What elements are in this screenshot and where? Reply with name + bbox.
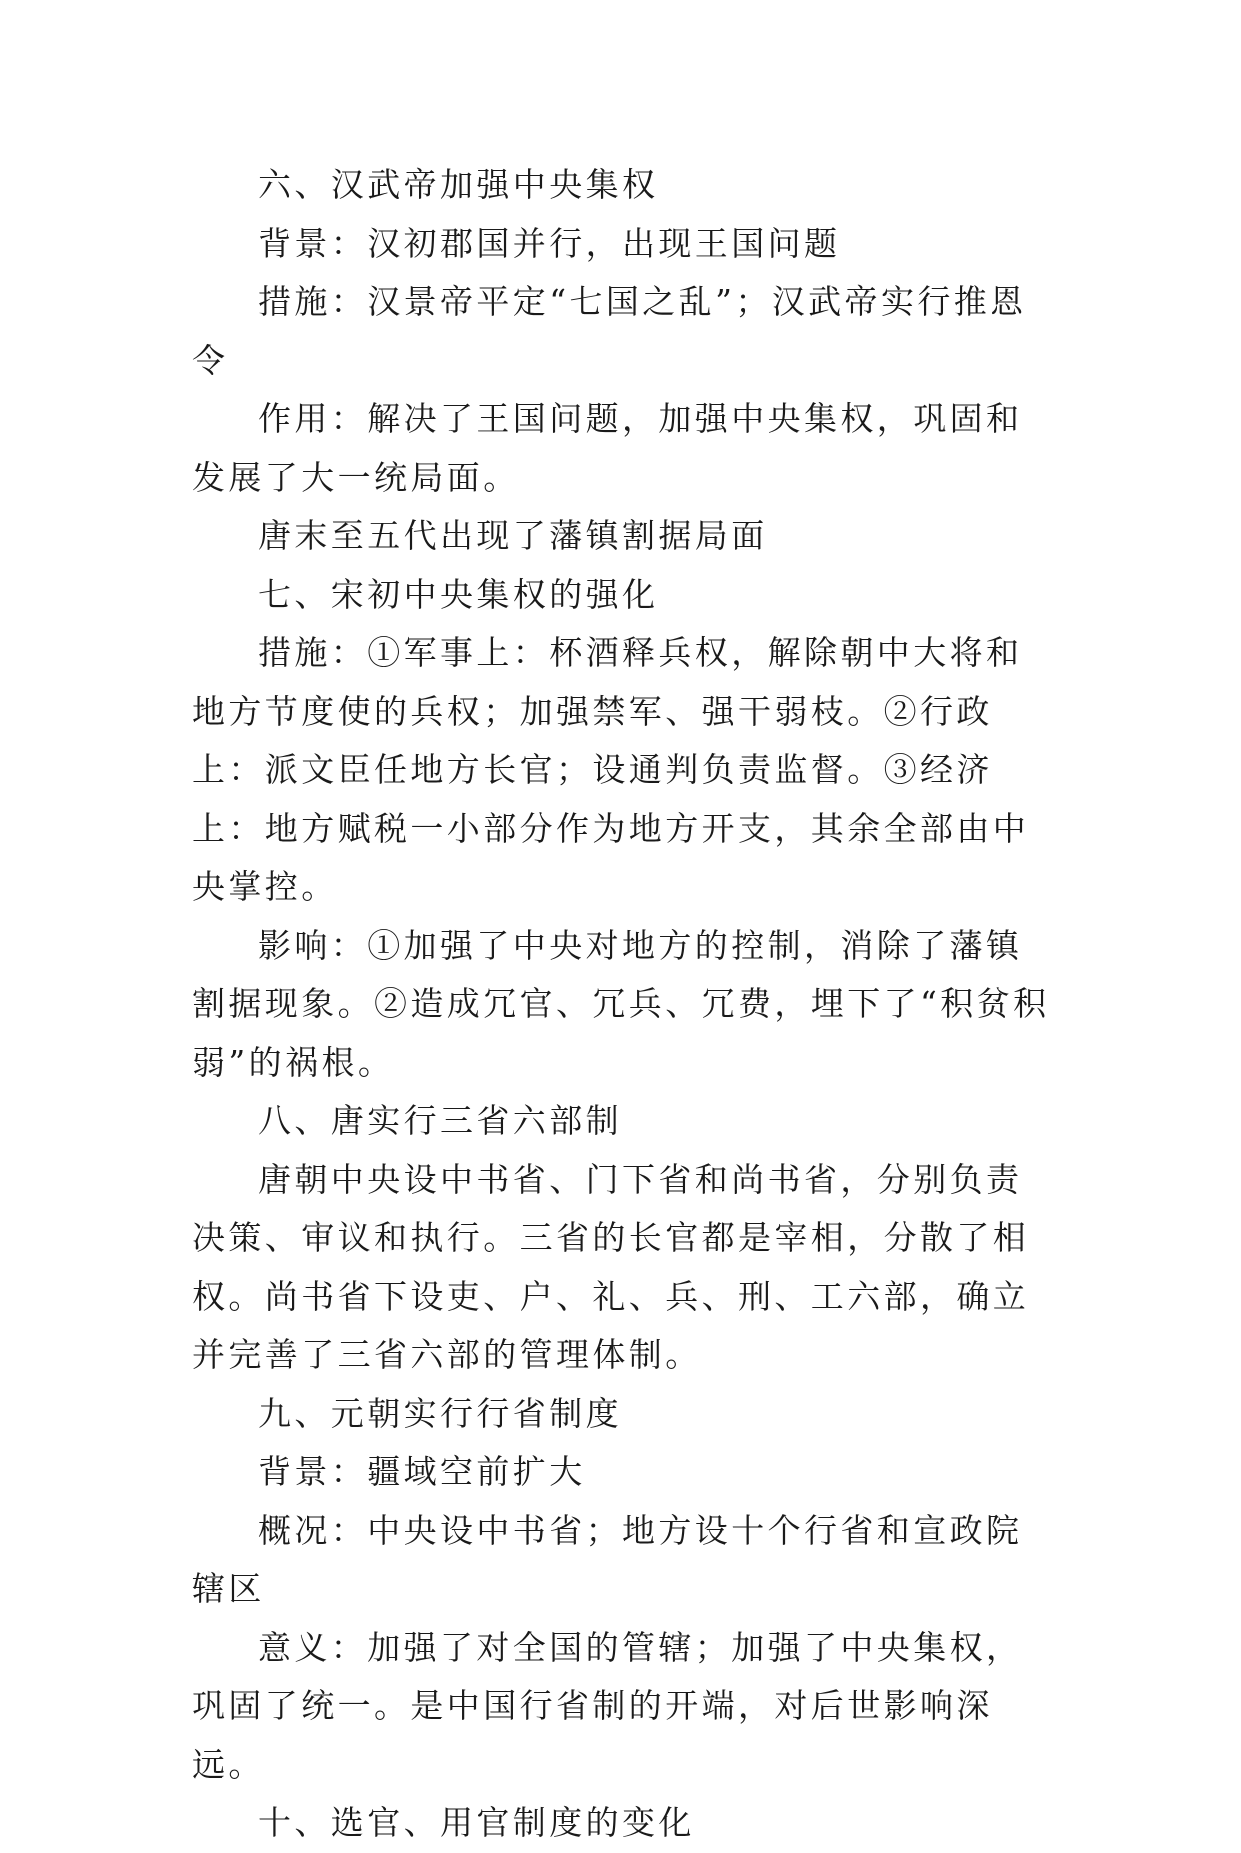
paragraph-background: 背景：汉初郡国并行，出现王国问题	[258, 223, 841, 263]
paragraph-yuan-significance: 意义：加强了对全国的管辖；加强了中央集权，巩固了统一。是中国行省制的开端，对后世影响深远。	[192, 1627, 1023, 1784]
paragraph-yuan-background: 背景：疆域空前扩大	[258, 1452, 586, 1491]
section-heading-8: 八、唐实行三省六部制	[258, 1101, 622, 1140]
section-heading-6: 六、汉武帝加强中央集权	[258, 165, 659, 204]
section-heading-9: 九、元朝实行行省制度	[258, 1393, 622, 1433]
paragraph-tang-five-dynasties: 唐末至五代出现了藩镇割据局面	[258, 516, 768, 555]
paragraph-song-measures: 措施：①军事上：杯酒释兵权，解除朝中大将和地方节度使的兵权；加强禁军、强干弱枝。②行政上：派文臣任地方长官；设通判负责监督。③经济上：地方赋税一小部分作为地方开支，其余全部由中央掌控。	[192, 633, 1030, 906]
section-heading-10: 十、选官、用官制度的变化	[258, 1803, 695, 1842]
paragraph-measures: 措施：汉景帝平定“七国之乱”；汉武帝实行推恩令	[192, 282, 1027, 380]
paragraph-yuan-overview: 概况：中央设中书省；地方设十个行省和宣政院辖区	[192, 1510, 1023, 1608]
document-body	[192, 156, 1058, 1853]
section-heading-7: 七、宋初中央集权的强化	[258, 574, 659, 614]
paragraph-effect: 作用：解决了王国问题，加强中央集权，巩固和发展了大一统局面。	[192, 399, 1023, 497]
paragraph-three-departments: 唐朝中央设中书省、门下省和尚书省，分别负责决策、审议和执行。三省的长官都是宰相，分散了相权。尚书省下设吏、户、礼、兵、刑、工六部，确立并完善了三省六部的管理体制。	[192, 1159, 1030, 1374]
paragraph-song-influence: 影响：①加强了中央对地方的控制，消除了藩镇割据现象。②造成冗官、冗兵、冗费，埋下了“积贫积弱”的祸根。	[192, 925, 1050, 1082]
